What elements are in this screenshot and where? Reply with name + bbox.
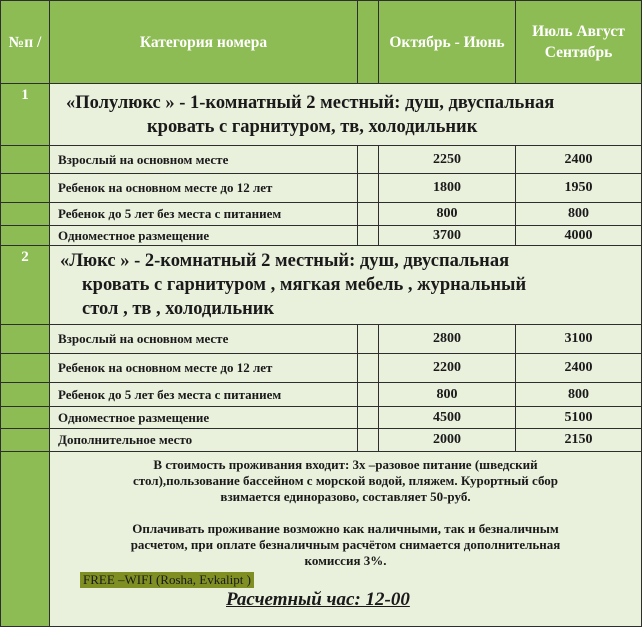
row-label: Одноместное размещение — [50, 226, 358, 246]
table-row — [1, 383, 642, 407]
header-season2 — [516, 1, 642, 84]
section-2-number: 2 — [1, 246, 50, 325]
header-spacer — [358, 1, 379, 84]
header-season1 — [379, 1, 516, 84]
row-price1: 2200 — [379, 354, 516, 383]
section-2-title-line2: кровать с гарнитуром , мягкая мебель , журнальный — [82, 275, 527, 295]
section-2-title — [50, 246, 642, 325]
section-1-title — [50, 84, 642, 146]
row-price2: 1950 — [516, 174, 642, 203]
row-price1: 800 — [379, 383, 516, 407]
header-season1-label: Октябрь - Июнь — [389, 33, 505, 51]
checkout-time: Расчетный час: 12-00 — [226, 589, 410, 610]
num-cell — [1, 146, 50, 174]
row-price1: 2250 — [379, 146, 516, 174]
table-row — [1, 407, 642, 429]
num-cell — [1, 226, 50, 246]
section-2-title-row — [1, 246, 642, 325]
num-cell — [1, 203, 50, 226]
row-spacer — [358, 203, 379, 226]
row-label: Ребенок на основном месте до 12 лет — [50, 354, 358, 383]
section-1-title-row — [1, 84, 642, 146]
row-price1: 800 — [379, 203, 516, 226]
header-category-label: Категория номера — [139, 33, 268, 51]
row-label: Взрослый на основном месте — [50, 146, 358, 174]
row-price1: 1800 — [379, 174, 516, 203]
payment-line3: комиссия 3%. — [304, 553, 387, 568]
num-cell — [1, 452, 50, 627]
num-cell — [1, 429, 50, 452]
row-price2: 2400 — [516, 146, 642, 174]
header-season2-label: Июль Август Сентябрь — [532, 23, 625, 61]
table-row — [1, 325, 642, 354]
includes-line2: стол),пользование бассейном с морской водой, пляжем. Курортный сбор — [132, 473, 559, 488]
row-price1: 2000 — [379, 429, 516, 452]
row-price2: 5100 — [516, 407, 642, 429]
row-price2: 2150 — [516, 429, 642, 452]
row-price2: 4000 — [516, 226, 642, 246]
row-price1: 4500 — [379, 407, 516, 429]
row-price1: 2800 — [379, 325, 516, 354]
table-row — [1, 226, 642, 246]
row-spacer — [358, 429, 379, 452]
num-cell — [1, 383, 50, 407]
includes-line3: взимается единоразово, составляет 50-руб. — [220, 489, 471, 504]
payment-line2: расчетом, при оплате безналичным расчётом снимается дополнительная — [130, 537, 561, 552]
notes-row — [1, 452, 642, 627]
row-price2: 800 — [516, 383, 642, 407]
header-num — [1, 1, 50, 84]
row-spacer — [358, 174, 379, 203]
header-row — [1, 1, 642, 84]
num-cell — [1, 325, 50, 354]
section-1-number: 1 — [1, 84, 50, 146]
section-1-title-line1: «Полулюкс » - 1-комнатный 2 местный: душ, двуспальная — [66, 92, 555, 113]
row-spacer — [358, 407, 379, 429]
row-spacer — [358, 325, 379, 354]
row-label: Ребенок на основном месте до 12 лет — [50, 174, 358, 203]
wifi-badge: FREE –WIFI (Rosha, Evkalipt ) — [80, 572, 254, 588]
row-label: Взрослый на основном месте — [50, 325, 358, 354]
row-label: Ребенок до 5 лет без места с питанием — [50, 383, 358, 407]
notes-cell — [50, 452, 642, 627]
section-2-title-line1: «Люкс » - 2-комнатный 2 местный: душ, двуспальная — [60, 251, 510, 271]
row-spacer — [358, 383, 379, 407]
row-price2: 2400 — [516, 354, 642, 383]
num-cell — [1, 354, 50, 383]
row-price2: 800 — [516, 203, 642, 226]
row-price1: 3700 — [379, 226, 516, 246]
row-spacer — [358, 354, 379, 383]
header-num-label: №п / — [8, 33, 42, 51]
section-2-title-line3: стол , тв , холодильник — [82, 299, 275, 319]
row-price2: 3100 — [516, 325, 642, 354]
payment-line1: Оплачивать проживание возможно как наличными, так и безналичным — [132, 521, 559, 536]
row-label: Дополнительное место — [50, 429, 358, 452]
table-row — [1, 146, 642, 174]
table-row — [1, 429, 642, 452]
row-label: Ребенок до 5 лет без места с питанием — [50, 203, 358, 226]
row-spacer — [358, 226, 379, 246]
row-label: Одноместное размещение — [50, 407, 358, 429]
table-row — [1, 174, 642, 203]
table-row — [1, 203, 642, 226]
includes-line1: В стоимость проживания входит: 3х –разовое питание (шведский — [153, 457, 538, 472]
row-spacer — [358, 146, 379, 174]
table-row — [1, 354, 642, 383]
num-cell — [1, 174, 50, 203]
num-cell — [1, 407, 50, 429]
section-1-title-line2: кровать с гарнитуром, тв, холодильник — [147, 116, 478, 137]
header-category — [50, 1, 358, 84]
